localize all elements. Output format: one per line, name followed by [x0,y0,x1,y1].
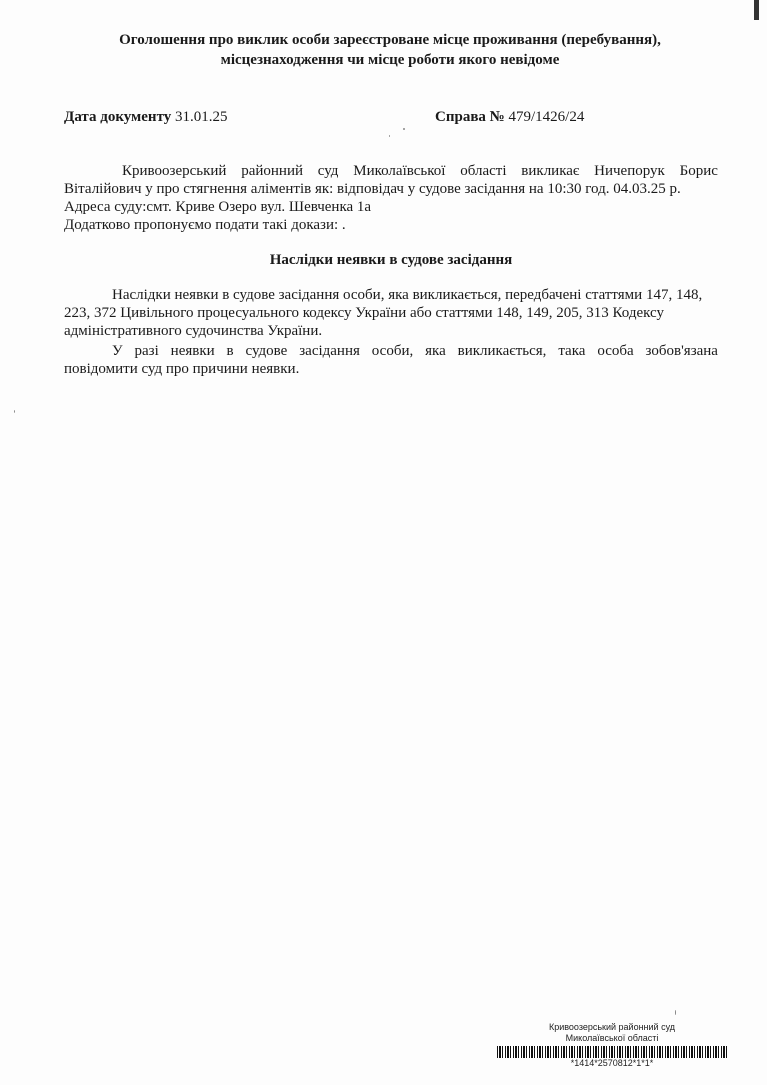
stamp-region: Миколаївської області [565,1033,659,1043]
scan-speck [675,1010,676,1015]
summons-line-2: Віталійович у про стягнення аліментів як: відповідач у судове засідання на 10:30 год. 04.03.25 р. [64,181,681,197]
title-line-2: місцезнаходження чи місце роботи якого невідоме [220,52,560,68]
scan-edge-mark [754,0,759,20]
consequences-paragraph-2 [64,342,718,378]
consequences-para2-line-2: повідомити суд про причини неявки. [64,361,300,377]
summons-line-1: Кривоозерський районний суд Миколаївської області викликає Ничепорук Борис [122,163,718,179]
consequences-para2-line-1: У разі неявки в судове засідання особи, яка викликається, така особа зобов'язана [112,343,718,359]
document-date [64,107,228,127]
title-line-1: Оголошення про виклик особи зареєстроване місце проживання (перебування), [119,32,661,48]
stamp-court-name: Кривоозерський районний суд [548,1022,676,1032]
consequences-heading: Наслідки неявки в судове засідання [269,252,513,268]
document-title [60,30,720,70]
barcode-text: *1414*2570812*1*1* [570,1058,654,1068]
court-stamp [497,1022,727,1068]
consequences-line-2: 223, 372 Цивільного процесуального кодексу України або статтями 148, 149, 205, 313 Кодексу [64,305,665,321]
scan-speck [403,128,405,130]
scan-speck [389,135,390,137]
consequences-line-1: Наслідки неявки в судове засідання особи, яка викликається, передбачені статтями 147, 148, [112,287,703,303]
consequences-line-3: адміністративного судочинства України. [64,323,323,339]
evidence-request: Додатково пропонуємо подати такі докази: . [64,217,346,233]
case-label: Справа № [435,109,505,125]
summons-paragraph [64,162,718,234]
consequences-paragraph-1 [64,286,718,340]
court-address: Адреса суду:смт. Криве Озеро вул. Шевченка 1а [64,199,372,215]
case-value: 479/1426/24 [508,109,585,125]
barcode [497,1046,727,1058]
date-value: 31.01.25 [175,109,228,125]
scan-speck [14,410,15,413]
date-label: Дата документу [64,109,172,125]
case-number [435,107,584,127]
